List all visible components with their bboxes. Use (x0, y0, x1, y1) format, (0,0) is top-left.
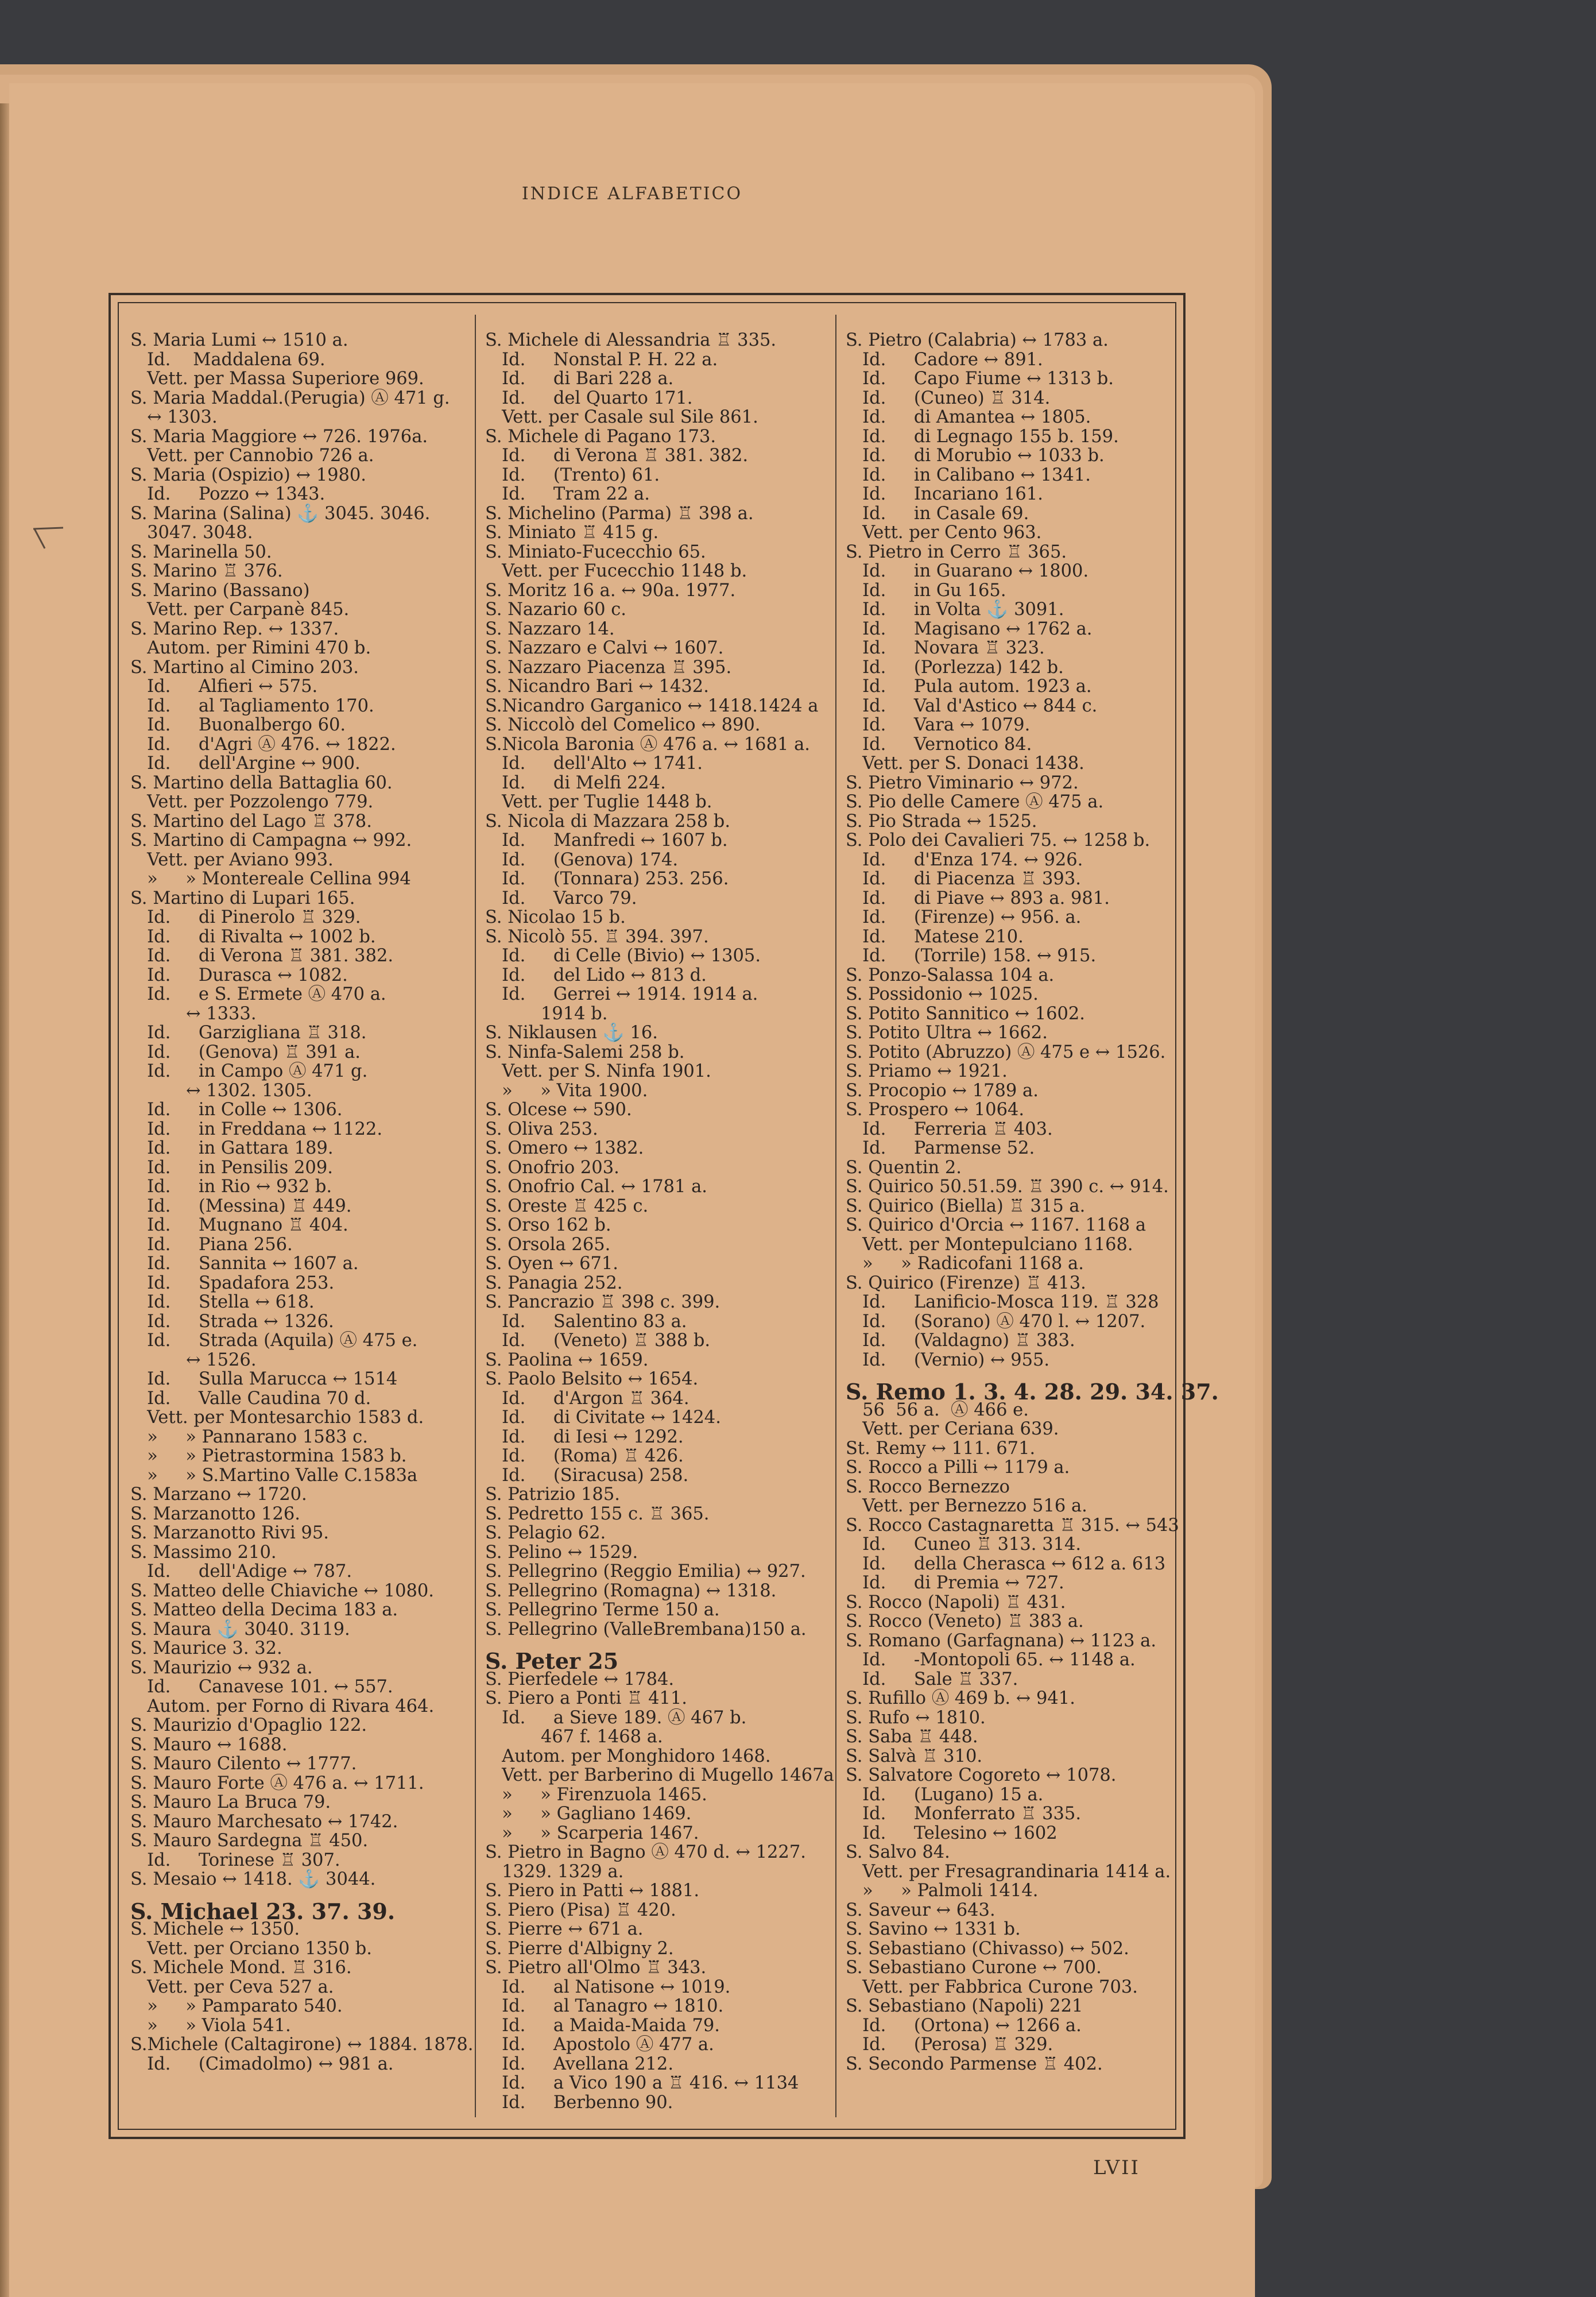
index-entry: S. Priamo ↔ 1921. (846, 1061, 1008, 1081)
index-entry: Id. (Siracusa) 258. (485, 1465, 689, 1486)
index-entry: Id. in Casale 69. (846, 503, 1029, 524)
index-entry: S. Patrizio 185. (485, 1484, 620, 1505)
index-entry: S. Maurizio d'Opaglio 122. (130, 1715, 367, 1735)
index-entry: Id. Canavese 101. ↔ 557. (130, 1677, 393, 1697)
index-entry: Id. Mugnano ♖ 404. (130, 1215, 348, 1235)
index-entry: Vett. per Aviano 993. (130, 849, 334, 870)
index-entry: S. Quirico 50.51.59. ♖ 390 c. ↔ 914. (846, 1177, 1169, 1197)
index-entry: 1914 b. (485, 1003, 608, 1024)
index-entry: Id. in Campo Ⓐ 471 g. (130, 1061, 368, 1081)
index-entry: S. Ponzo-Salassa 104 a. (846, 965, 1055, 985)
index-entry: Id. in Pensilis 209. (130, 1157, 333, 1178)
index-entry: » » Gagliano 1469. (485, 1804, 692, 1824)
index-entry: S.Nicola Baronia Ⓐ 476 a. ↔ 1681 a. (485, 734, 810, 755)
index-entry: Id. Cuneo ♖ 313. 314. (846, 1534, 1082, 1554)
index-entry: S. Maura ⚓ 3040. 3119. (130, 1619, 350, 1639)
index-entry: S. Pietro Viminario ↔ 972. (846, 772, 1079, 793)
index-entry: Id. Avellana 212. (485, 2054, 674, 2074)
index-entry: S. Michael 23. 37. 39. (130, 1898, 396, 1924)
index-entry: Id. del Lido ↔ 813 d. (485, 965, 707, 985)
index-entry: S. Martino della Battaglia 60. (130, 772, 393, 793)
index-entry: Id. di Piacenza ♖ 393. (846, 869, 1081, 889)
index-entry: Id. di Premia ↔ 727. (846, 1573, 1064, 1593)
index-entry: » » Pietrastormina 1583 b. (130, 1446, 407, 1466)
index-entry: S. Oliva 253. (485, 1119, 598, 1139)
index-entry: S. Maurice 3. 32. (130, 1638, 282, 1658)
index-entry: S. Sebastiano (Napoli) 221 (846, 1996, 1083, 2016)
index-entry: Id. Strada (Aquila) Ⓐ 475 e. (130, 1331, 418, 1351)
index-column-2 (485, 331, 834, 2112)
index-entry: 467 f. 1468 a. (485, 1727, 663, 1747)
index-entry: S. Michele di Pagano 173. (485, 426, 716, 447)
column-divider (475, 315, 476, 2117)
index-entry: Id. d'Enza 174. ↔ 926. (846, 849, 1083, 870)
index-entry: Id. Piana 256. (130, 1234, 293, 1255)
index-entry: Autom. per Rimini 470 b. (130, 638, 371, 658)
index-entry: S. Martino di Campagna ↔ 992. (130, 830, 412, 850)
index-entry: Id. Magisano ↔ 1762 a. (846, 618, 1093, 639)
index-entry: S. Possidonio ↔ 1025. (846, 984, 1039, 1004)
index-entry: » » Scarperia 1467. (485, 1823, 699, 1843)
index-entry: S. Piero in Patti ↔ 1881. (485, 1881, 700, 1901)
index-entry: S. Martino di Lupari 165. (130, 888, 355, 908)
index-entry: S. Sebastiano (Chivasso) ↔ 502. (846, 1938, 1129, 1959)
index-entry: Vett. per Fucecchio 1148 b. (485, 561, 747, 581)
index-entry: Id. Telesino ↔ 1602 (846, 1823, 1057, 1843)
index-entry: 1329. 1329 a. (485, 1861, 624, 1882)
index-entry: Id. di Piave ↔ 893 a. 981. (846, 888, 1110, 908)
index-entry: Vett. per Massa Superiore 969. (130, 369, 424, 389)
index-entry: Id. di Morubio ↔ 1033 b. (846, 446, 1105, 466)
index-entry: S. Quentin 2. (846, 1157, 962, 1178)
index-entry: Id. Manfredi ↔ 1607 b. (485, 830, 728, 850)
index-entry: Id. di Iesi ↔ 1292. (485, 1426, 684, 1447)
index-entry: S. Marino ♖ 376. (130, 561, 283, 581)
index-entry: Vett. per S. Ninfa 1901. (485, 1061, 711, 1081)
index-entry: S. Romano (Garfagnana) ↔ 1123 a. (846, 1630, 1157, 1651)
index-entry: Id. di Melfi 224. (485, 772, 666, 793)
index-entry: Id. Maddalena 69. (130, 349, 326, 370)
index-entry: S. Pio delle Camere Ⓐ 475 a. (846, 792, 1104, 812)
index-entry: S. Rocco (Veneto) ♖ 383 a. (846, 1611, 1084, 1631)
index-entry: Id. Pula autom. 1923 a. (846, 676, 1092, 697)
index-entry: S. Nazzaro e Calvi ↔ 1607. (485, 638, 724, 658)
index-entry: S. Pietro in Bagno Ⓐ 470 d. ↔ 1227. (485, 1842, 806, 1862)
index-entry: Id. Torinese ♖ 307. (130, 1850, 340, 1870)
index-entry: Id. (Valdagno) ♖ 383. (846, 1331, 1075, 1351)
index-entry: Id. (Firenze) ↔ 956. a. (846, 907, 1082, 927)
index-entry: Id. in Gattara 189. (130, 1138, 334, 1158)
index-entry: S. Niklausen ⚓ 16. (485, 1023, 658, 1043)
index-entry: » » Viola 541. (130, 2015, 291, 2036)
index-entry: Id. del Quarto 171. (485, 388, 693, 408)
index-entry: S. Marino (Bassano) (130, 580, 310, 601)
index-entry: Id. Durasca ↔ 1082. (130, 965, 348, 985)
index-entry: S. Martino al Cimino 203. (130, 657, 359, 678)
page-number: LVII (1093, 2156, 1140, 2179)
index-entry: S. Maria Maggiore ↔ 726. 1976a. (130, 426, 428, 447)
index-entry: S. Pelagio 62. (485, 1523, 606, 1543)
index-entry: Id. Buonalbergo 60. (130, 715, 346, 735)
index-entry: S. Orsola 265. (485, 1234, 611, 1255)
index-column-3 (846, 331, 1219, 2074)
index-entry: Id. (Roma) ♖ 426. (485, 1446, 684, 1466)
index-entry: S. Quirico d'Orcia ↔ 1167. 1168 a (846, 1215, 1146, 1235)
index-entry: S. Matteo della Decima 183 a. (130, 1600, 398, 1620)
index-entry: S.Nicandro Garganico ↔ 1418.1424 a (485, 695, 819, 716)
index-entry: S. Remo 1. 3. 4. 28. 29. 34. 37. (846, 1379, 1219, 1405)
index-entry: Id. in Freddana ↔ 1122. (130, 1119, 383, 1139)
index-entry: Id. dell'Argine ↔ 900. (130, 753, 361, 774)
index-entry: Vett. per Casale sul Sile 861. (485, 407, 758, 427)
index-entry: S. Michele Mond. ♖ 316. (130, 1958, 352, 1978)
index-entry: Id. -Montopoli 65. ↔ 1148 a. (846, 1650, 1136, 1670)
index-entry: Id. (Torrile) 158. ↔ 915. (846, 946, 1097, 966)
index-entry: S. Pietro all'Olmo ♖ 343. (485, 1958, 707, 1978)
index-entry: ↔ 1303. (130, 407, 218, 427)
index-entry: S. Pancrazio ♖ 398 c. 399. (485, 1292, 720, 1312)
index-entry: Id. Tram 22 a. (485, 484, 650, 504)
index-entry: Id. (Cimadolmo) ↔ 981 a. (130, 2054, 394, 2074)
index-entry: S. Rocco (Napoli) ♖ 431. (846, 1592, 1066, 1612)
index-entry: 3047. 3048. (130, 523, 253, 543)
index-entry: Id. Varco 79. (485, 888, 637, 908)
index-entry: Id. di Civitate ↔ 1424. (485, 1407, 721, 1428)
index-entry: S. Pietro in Cerro ♖ 365. (846, 542, 1067, 562)
index-entry: Id. (Messina) ♖ 449. (130, 1196, 352, 1216)
index-entry: S. Miniato ♖ 415 g. (485, 523, 659, 543)
index-entry: S. Moritz 16 a. ↔ 90a. 1977. (485, 580, 736, 601)
index-entry: S. Marino Rep. ↔ 1337. (130, 618, 339, 639)
index-entry: S. Quirico (Firenze) ♖ 413. (846, 1273, 1086, 1293)
index-entry: Vett. per Ceva 527 a. (130, 1977, 334, 1997)
index-entry: Id. Ferreria ♖ 403. (846, 1119, 1053, 1139)
index-entry: Id. (Perosa) ♖ 329. (846, 2035, 1053, 2055)
index-entry: S. Nicolò 55. ♖ 394. 397. (485, 926, 709, 947)
index-entry: S. Orso 162 b. (485, 1215, 611, 1235)
index-entry: S. Onofrio 203. (485, 1157, 619, 1178)
index-entry: S. Rufo ↔ 1810. (846, 1707, 986, 1728)
index-entry: Id. Incariano 161. (846, 484, 1043, 504)
index-entry: Id. Stella ↔ 618. (130, 1292, 315, 1312)
index-entry: Autom. per Forno di Rivara 464. (130, 1696, 435, 1716)
index-entry: S. Mauro La Bruca 79. (130, 1792, 331, 1812)
index-entry: S. Secondo Parmense ♖ 402. (846, 2054, 1103, 2074)
index-entry: Id. (Genova) 174. (485, 849, 679, 870)
index-entry: S. Marinella 50. (130, 542, 272, 562)
index-entry: ↔ 1526. (130, 1349, 257, 1370)
index-entry: S. Pelino ↔ 1529. (485, 1542, 638, 1563)
index-entry: » » Montereale Cellina 994 (130, 869, 411, 889)
index-entry: S. Potito (Abruzzo) Ⓐ 475 e ↔ 1526. (846, 1042, 1166, 1062)
index-entry: Id. di Verona ♖ 381. 382. (485, 446, 749, 466)
index-entry: Id. (Porlezza) 142 b. (846, 657, 1064, 678)
index-entry: Id. in Rio ↔ 932 b. (130, 1177, 332, 1197)
index-entry: Id. (Trento) 61. (485, 465, 660, 485)
index-entry: Vett. per Cento 963. (846, 523, 1042, 543)
index-entry: ↔ 1302. 1305. (130, 1080, 312, 1101)
index-entry: Id. dell'Alto ↔ 1741. (485, 753, 703, 774)
index-entry: Id. (Genova) ♖ 391 a. (130, 1042, 361, 1062)
index-entry: S. Marzanotto Rivi 95. (130, 1523, 329, 1543)
index-entry: Id. Monferrato ♖ 335. (846, 1804, 1082, 1824)
index-entry: Vett. per Pozzolengo 779. (130, 792, 374, 812)
index-entry: S. Saveur ↔ 643. (846, 1900, 995, 1920)
index-entry: S. Maurizio ↔ 932 a. (130, 1657, 313, 1678)
index-entry: S. Sebastiano Curone ↔ 700. (846, 1958, 1102, 1978)
index-table (109, 293, 1219, 2139)
index-entry: Vett. per S. Donaci 1438. (846, 753, 1084, 774)
index-entry: S. Pellegrino (Reggio Emilia) ↔ 927. (485, 1561, 806, 1581)
index-entry: Id. Berbenno 90. (485, 2092, 673, 2113)
index-entry: S. Maria (Ospizio) ↔ 1980. (130, 465, 367, 485)
index-entry: Id. di Legnago 155 b. 159. (846, 426, 1119, 447)
index-entry: S. Prospero ↔ 1064. (846, 1100, 1025, 1120)
index-entry: S. Mauro Forte Ⓐ 476 a. ↔ 1711. (130, 1773, 424, 1793)
index-entry: Id. (Cuneo) ♖ 314. (846, 388, 1051, 408)
index-entry: Vett. per Bernezzo 516 a. (846, 1496, 1087, 1516)
index-entry: Id. Capo Fiume ↔ 1313 b. (846, 369, 1114, 389)
index-entry: S. Salvatore Cogoreto ↔ 1078. (846, 1765, 1117, 1785)
index-entry: Id. Cadore ↔ 891. (846, 349, 1043, 370)
index-entry: S. Maria Maddal.(Perugia) Ⓐ 471 g. (130, 388, 450, 408)
index-entry: » » Pamparato 540. (130, 1996, 343, 2016)
index-entry: Id. d'Agri Ⓐ 476. ↔ 1822. (130, 734, 396, 755)
index-entry: Id. (Veneto) ♖ 388 b. (485, 1331, 711, 1351)
index-entry: Id. Vernotico 84. (846, 734, 1032, 755)
index-entry: S. Olcese ↔ 590. (485, 1100, 632, 1120)
index-entry: » » Palmoli 1414. (846, 1881, 1039, 1901)
index-entry: S. Procopio ↔ 1789 a. (846, 1080, 1039, 1101)
index-entry: Vett. per Orciano 1350 b. (130, 1938, 372, 1959)
index-entry: S. Potito Ultra ↔ 1662. (846, 1023, 1048, 1043)
index-entry: S. Peter 25 (485, 1648, 619, 1674)
index-entry: S. Nazzaro Piacenza ♖ 395. (485, 657, 732, 678)
index-entry: Id. Gerrei ↔ 1914. 1914 a. (485, 984, 758, 1004)
index-entry: S. Paolo Belsito ↔ 1654. (485, 1369, 699, 1389)
index-entry: S. Oreste ♖ 425 c. (485, 1196, 649, 1216)
index-entry: Id. in Colle ↔ 1306. (130, 1100, 343, 1120)
index-entry: Id. di Celle (Bivio) ↔ 1305. (485, 946, 761, 966)
index-entry: S. Piero (Pisa) ♖ 420. (485, 1900, 676, 1920)
index-entry: Id. Nonstal P. H. 22 a. (485, 349, 718, 370)
book-gutter (0, 103, 9, 2297)
index-entry: Id. della Cherasca ↔ 612 a. 613 (846, 1553, 1166, 1574)
index-entry: S. Nicola di Mazzara 258 b. (485, 811, 731, 832)
index-entry: S. Savino ↔ 1331 b. (846, 1919, 1021, 1939)
index-entry: S. Mauro ↔ 1688. (130, 1734, 288, 1755)
index-entry: Id. in Guarano ↔ 1800. (846, 561, 1089, 581)
index-entry: Vett. per Fresagrandinaria 1414 a. (846, 1861, 1171, 1882)
index-entry: S. Rocco Bernezzo (846, 1476, 1010, 1497)
index-entry: S. Nicandro Bari ↔ 1432. (485, 676, 709, 697)
index-entry: Id. Novara ♖ 323. (846, 638, 1045, 658)
index-entry: Id. Alfieri ↔ 575. (130, 676, 318, 697)
index-entry: Id. Sannita ↔ 1607 a. (130, 1254, 359, 1274)
index-entry: Id. Vara ↔ 1079. (846, 715, 1031, 735)
index-entry: Id. Lanificio-Mosca 119. ♖ 328 (846, 1292, 1159, 1312)
index-entry: Id. (Vernio) ↔ 955. (846, 1349, 1050, 1370)
index-entry: » » Radicofani 1168 a. (846, 1254, 1084, 1274)
index-entry: S. Matteo delle Chiaviche ↔ 1080. (130, 1580, 434, 1601)
index-entry: S. Marina (Salina) ⚓ 3045. 3046. (130, 503, 431, 524)
index-entry: S. Omero ↔ 1382. (485, 1138, 644, 1158)
index-entry: S. Maria Lumi ↔ 1510 a. (130, 330, 348, 350)
index-entry: S. Niccolò del Comelico ↔ 890. (485, 715, 761, 735)
index-entry: S. Pierfedele ↔ 1784. (485, 1669, 675, 1689)
index-entry: S. Mauro Sardegna ♖ 450. (130, 1831, 369, 1851)
index-entry: S. Nazario 60 c. (485, 600, 626, 620)
index-entry: Id. a Vico 190 a ♖ 416. ↔ 1134 (485, 2073, 799, 2093)
index-entry: Vett. per Cannobio 726 a. (130, 446, 374, 466)
pencil-mark-icon (31, 525, 65, 560)
index-entry: Id. a Sieve 189. Ⓐ 467 b. (485, 1707, 747, 1728)
index-entry: S. Michele di Alessandria ♖ 335. (485, 330, 777, 350)
index-entry: Id. Val d'Astico ↔ 844 c. (846, 695, 1098, 716)
index-entry: Id. in Calibano ↔ 1341. (846, 465, 1091, 485)
index-entry: S. Polo dei Cavalieri 75. ↔ 1258 b. (846, 830, 1150, 850)
index-entry: S. Rocco a Pilli ↔ 1179 a. (846, 1457, 1070, 1478)
index-entry: S. Martino del Lago ♖ 378. (130, 811, 372, 832)
index-entry: Id. Sulla Marucca ↔ 1514 (130, 1369, 398, 1389)
index-entry: S. Panagia 252. (485, 1273, 623, 1293)
index-entry: Id. di Rivalta ↔ 1002 b. (130, 926, 376, 947)
index-entry: S. Rocco Castagnaretta ♖ 315. ↔ 543 (846, 1515, 1179, 1536)
page-header: INDICE ALFABETICO (521, 184, 743, 204)
index-entry: Id. di Bari 228 a. (485, 369, 674, 389)
index-entry: Id. Apostolo Ⓐ 477 a. (485, 2035, 714, 2055)
book-page (9, 83, 1255, 2297)
index-entry: Vett. per Ceriana 639. (846, 1419, 1059, 1439)
index-entry: Id. Strada ↔ 1326. (130, 1311, 334, 1332)
index-entry: Id. Sale ♖ 337. (846, 1669, 1018, 1689)
index-entry: S. Mauro Marchesato ↔ 1742. (130, 1811, 398, 1832)
index-entry: Autom. per Monghidoro 1468. (485, 1746, 771, 1766)
index-entry: S. Pellegrino (ValleBrembana)150 a. (485, 1619, 807, 1639)
index-entry: Id. a Maida-Maida 79. (485, 2015, 720, 2036)
index-entry: S. Miniato-Fucecchio 65. (485, 542, 706, 562)
index-entry: S. Rufillo Ⓐ 469 b. ↔ 941. (846, 1688, 1075, 1708)
index-entry: Id. d'Argon ♖ 364. (485, 1388, 689, 1409)
index-entry: S. Massimo 210. (130, 1542, 277, 1563)
index-entry: » » Vita 1900. (485, 1080, 648, 1101)
index-entry: S.Michele (Caltagirone) ↔ 1884. 1878. (130, 2035, 474, 2055)
index-entry: S. Michelino (Parma) ♖ 398 a. (485, 503, 754, 524)
index-entry: Id. Matese 210. (846, 926, 1024, 947)
index-entry: » » Pannarano 1583 c. (130, 1426, 368, 1447)
index-entry: S. Michele ↔ 1350. (130, 1919, 300, 1939)
index-entry: S. Pellegrino Terme 150 a. (485, 1600, 720, 1620)
index-entry: S. Nicolao 15 b. (485, 907, 626, 927)
index-entry: S. Potito Sannitico ↔ 1602. (846, 1003, 1086, 1024)
index-entry: Id. di Pinerolo ♖ 329. (130, 907, 361, 927)
index-entry: Id. (Tonnara) 253. 256. (485, 869, 729, 889)
index-entry: Id. in Volta ⚓ 3091. (846, 600, 1064, 620)
index-entry: S. Pierre ↔ 671 a. (485, 1919, 644, 1939)
index-entry: S. Pio Strada ↔ 1525. (846, 811, 1037, 832)
index-entry: S. Quirico (Biella) ♖ 315 a. (846, 1196, 1086, 1216)
index-entry: Vett. per Montepulciano 1168. (846, 1234, 1133, 1255)
index-entry: S. Salvo 84. (846, 1842, 950, 1862)
index-entry: Vett. per Barberino di Mugello 1467a (485, 1765, 834, 1785)
index-entry: Vett. per Carpanè 845. (130, 600, 350, 620)
index-entry: 56 56 a. Ⓐ 466 e. (846, 1399, 1029, 1420)
index-entry: Vett. per Fabbrica Curone 703. (846, 1977, 1138, 1997)
index-column-1 (130, 331, 473, 2074)
index-entry: S. Marzano ↔ 1720. (130, 1484, 307, 1505)
index-entry: Id. (Sorano) Ⓐ 470 l. ↔ 1207. (846, 1311, 1146, 1332)
index-entry: S. Pedretto 155 c. ♖ 365. (485, 1503, 710, 1524)
index-entry: S. Onofrio Cal. ↔ 1781 a. (485, 1177, 707, 1197)
index-entry: S. Nazzaro 14. (485, 618, 615, 639)
index-entry: S. Paolina ↔ 1659. (485, 1349, 649, 1370)
column-divider (835, 315, 836, 2117)
index-entry: S. Saba ♖ 448. (846, 1727, 978, 1747)
index-entry: Id. al Tanagro ↔ 1810. (485, 1996, 724, 2016)
index-entry: Id. di Amantea ↔ 1805. (846, 407, 1091, 427)
index-entry: S. Mesaio ↔ 1418. ⚓ 3044. (130, 1869, 376, 1889)
index-entry: Id. e S. Ermete Ⓐ 470 a. (130, 984, 386, 1004)
index-entry: Id. di Verona ♖ 381. 382. (130, 946, 394, 966)
index-entry: Id. in Gu 165. (846, 580, 1006, 601)
index-entry: S. Pierre d'Albigny 2. (485, 1938, 674, 1959)
index-entry: Id. Garzigliana ♖ 318. (130, 1023, 367, 1043)
index-entry: Id. al Natisone ↔ 1019. (485, 1977, 731, 1997)
index-entry: Id. Valle Caudina 70 d. (130, 1388, 371, 1409)
index-entry: S. Salvà ♖ 310. (846, 1746, 983, 1766)
index-entry: » » S.Martino Valle C.1583a (130, 1465, 418, 1486)
index-entry: Id. Parmense 52. (846, 1138, 1035, 1158)
index-entry: S. Pellegrino (Romagna) ↔ 1318. (485, 1580, 777, 1601)
index-entry: Id. (Ortona) ↔ 1266 a. (846, 2015, 1082, 2036)
index-entry: S. Piero a Ponti ♖ 411. (485, 1688, 687, 1708)
index-entry: ↔ 1333. (130, 1003, 257, 1024)
index-entry: S. Oyen ↔ 671. (485, 1254, 618, 1274)
index-entry: Vett. per Montesarchio 1583 d. (130, 1407, 424, 1428)
index-entry: S. Pietro (Calabria) ↔ 1783 a. (846, 330, 1109, 350)
index-entry: Id. (Lugano) 15 a. (846, 1784, 1044, 1805)
index-entry: S. Marzanotto 126. (130, 1503, 300, 1524)
index-entry: Id. dell'Adige ↔ 787. (130, 1561, 352, 1581)
index-entry: Vett. per Tuglie 1448 b. (485, 792, 712, 812)
index-entry: S. Mauro Cilento ↔ 1777. (130, 1754, 357, 1774)
index-entry: S. Ninfa-Salemi 258 b. (485, 1042, 685, 1062)
index-entry: Id. Salentino 83 a. (485, 1311, 687, 1332)
index-entry: Id. Pozzo ↔ 1343. (130, 484, 326, 504)
index-entry: St. Remy ↔ 111. 671. (846, 1438, 1036, 1459)
index-table-inner-border (118, 302, 1219, 2130)
index-entry: » » Firenzuola 1465. (485, 1784, 707, 1805)
index-entry: Id. al Tagliamento 170. (130, 695, 374, 716)
index-entry: Id. Spadafora 253. (130, 1273, 335, 1293)
